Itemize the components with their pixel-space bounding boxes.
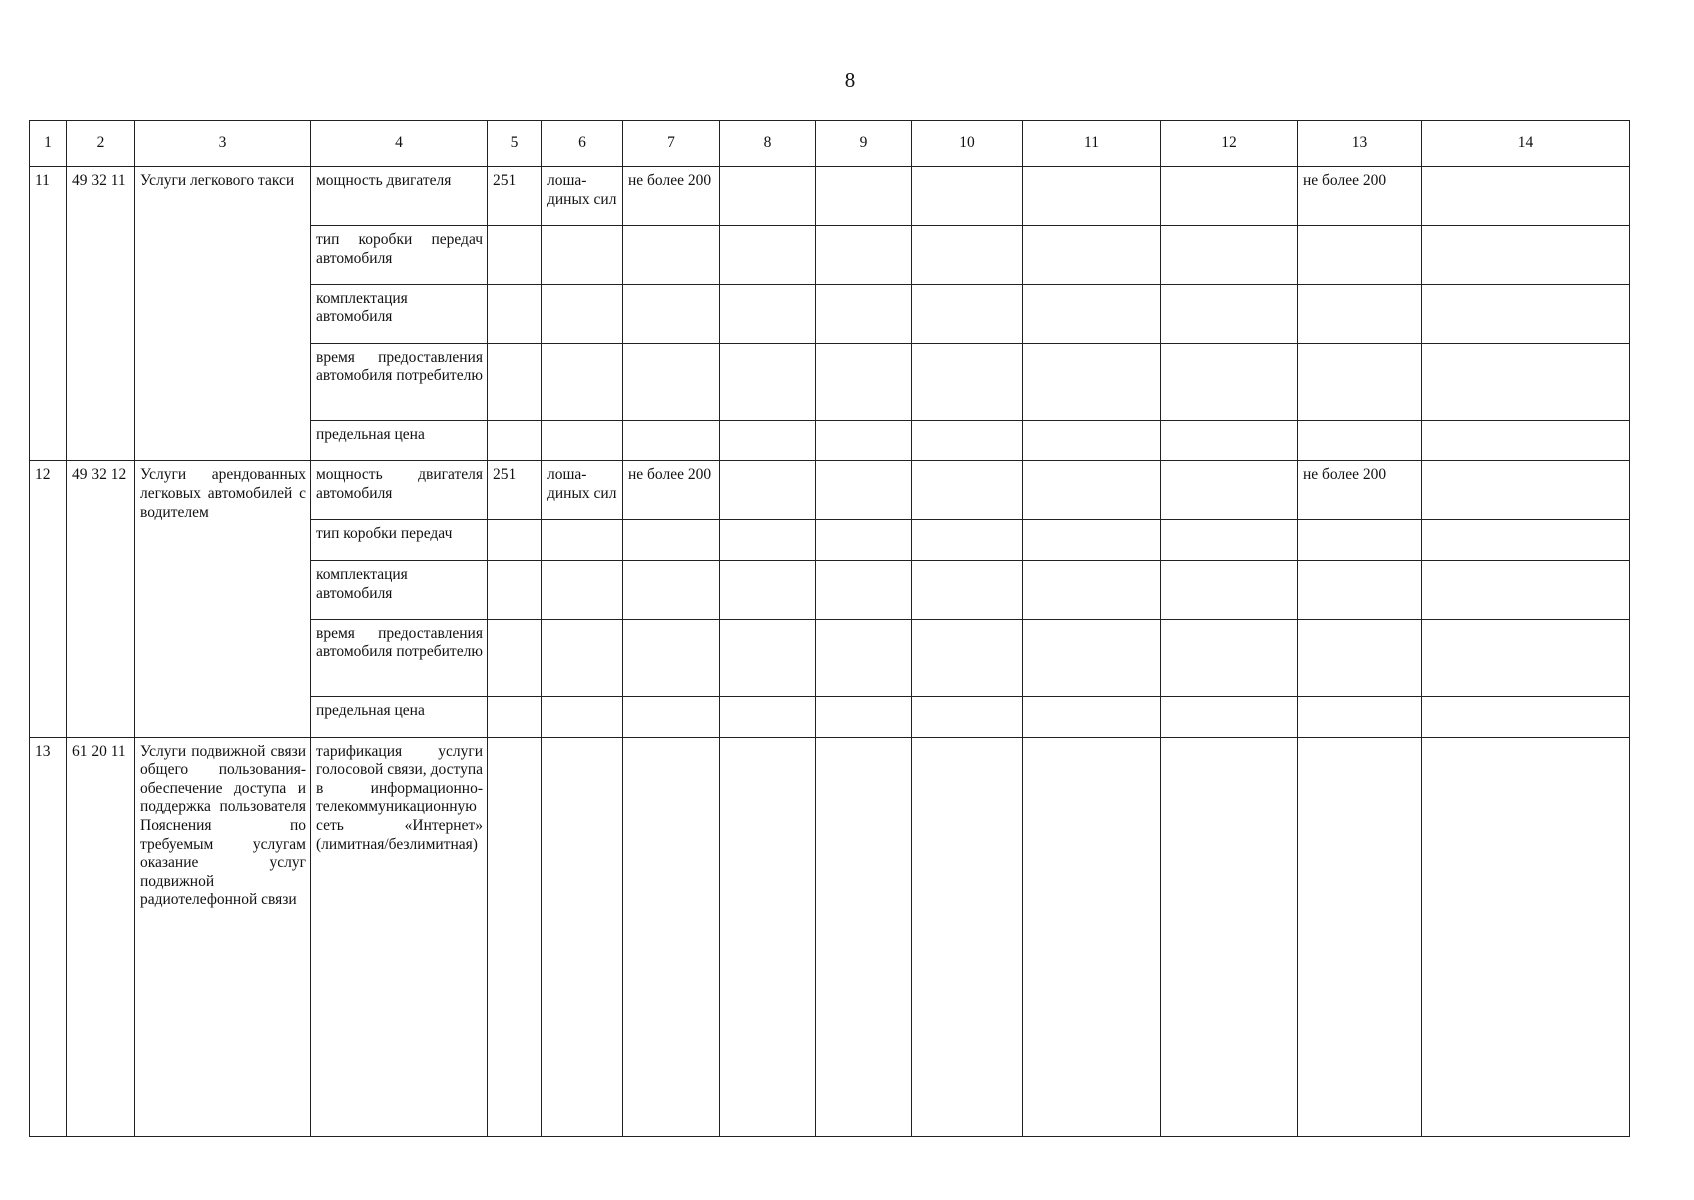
value-col12 — [1161, 420, 1298, 461]
unit-code — [488, 284, 542, 343]
unit-code — [488, 420, 542, 461]
value-col8 — [720, 420, 816, 461]
value-col9 — [816, 619, 912, 696]
value-col8 — [720, 520, 816, 561]
column-header-11: 11 — [1023, 121, 1161, 167]
value-col11 — [1023, 520, 1161, 561]
service-name: Услуги легкового такси — [135, 167, 311, 461]
value-col9 — [816, 560, 912, 619]
value-col14 — [1422, 167, 1630, 226]
value-col11 — [1023, 560, 1161, 619]
value-col14 — [1422, 520, 1630, 561]
value-col8 — [720, 619, 816, 696]
okpd-code: 49 32 11 — [67, 167, 135, 461]
value-col9 — [816, 284, 912, 343]
column-header-8: 8 — [720, 121, 816, 167]
value-col10 — [912, 167, 1023, 226]
okpd-code: 61 20 11 — [67, 737, 135, 1136]
value-col10 — [912, 225, 1023, 284]
unit-name — [542, 696, 623, 737]
table-row — [30, 737, 1630, 1136]
value-col11 — [1023, 619, 1161, 696]
unit-code — [488, 560, 542, 619]
column-header-6: 6 — [542, 121, 623, 167]
value-col7 — [623, 520, 720, 561]
unit-code — [488, 737, 542, 1136]
value-col14 — [1422, 420, 1630, 461]
service-name: Услуги подвижной связи общего пользования-обеспечение доступа и поддержка пользователя Пояснения по требуемым услугам оказание услуг подвижной радиотелефонной связи — [135, 737, 311, 1136]
value-col8 — [720, 696, 816, 737]
value-col12 — [1161, 696, 1298, 737]
value-col13 — [1298, 225, 1422, 284]
value-col14 — [1422, 737, 1630, 1136]
value-col9 — [816, 343, 912, 420]
characteristic: мощность двигателя — [311, 167, 488, 226]
column-header-14: 14 — [1422, 121, 1630, 167]
requirements-table — [29, 120, 1630, 1137]
value-col9 — [816, 225, 912, 284]
table-row — [30, 167, 1630, 226]
value-col7 — [623, 560, 720, 619]
unit-name — [542, 520, 623, 561]
value-col8 — [720, 737, 816, 1136]
characteristic: тип коробки передач автомобиля — [311, 225, 488, 284]
header-row — [30, 121, 1630, 167]
value-col10 — [912, 696, 1023, 737]
column-header-3: 3 — [135, 121, 311, 167]
value-col11 — [1023, 284, 1161, 343]
unit-code — [488, 225, 542, 284]
service-name: Услуги арендованных легковых автомобилей с водителем — [135, 461, 311, 737]
row-number: 13 — [30, 737, 67, 1136]
value-col12 — [1161, 284, 1298, 343]
unit-name — [542, 560, 623, 619]
unit-code — [488, 619, 542, 696]
value-col10 — [912, 461, 1023, 520]
column-header-1: 1 — [30, 121, 67, 167]
value-col7 — [623, 225, 720, 284]
value-col13 — [1298, 420, 1422, 461]
table-row — [30, 461, 1630, 520]
value-col14 — [1422, 284, 1630, 343]
value-col10 — [912, 520, 1023, 561]
unit-name — [542, 343, 623, 420]
value-col13 — [1298, 619, 1422, 696]
value-col13 — [1298, 560, 1422, 619]
value-col14 — [1422, 560, 1630, 619]
value-col10 — [912, 343, 1023, 420]
value-col14 — [1422, 225, 1630, 284]
value-col11 — [1023, 167, 1161, 226]
characteristic: предельная цена — [311, 420, 488, 461]
column-header-4: 4 — [311, 121, 488, 167]
row-number: 11 — [30, 167, 67, 461]
value-col7: не более 200 — [623, 167, 720, 226]
value-col11 — [1023, 461, 1161, 520]
value-col7 — [623, 343, 720, 420]
value-col12 — [1161, 225, 1298, 284]
characteristic: комплектация автомобиля — [311, 284, 488, 343]
value-col8 — [720, 461, 816, 520]
value-col12 — [1161, 167, 1298, 226]
okpd-code: 49 32 12 — [67, 461, 135, 737]
value-col13: не более 200 — [1298, 461, 1422, 520]
value-col9 — [816, 737, 912, 1136]
characteristic: время предоставления автомобиля потребителю — [311, 619, 488, 696]
characteristic: тип коробки передач — [311, 520, 488, 561]
value-col11 — [1023, 225, 1161, 284]
column-header-10: 10 — [912, 121, 1023, 167]
unit-name: лоша- диных сил — [542, 167, 623, 226]
value-col9 — [816, 520, 912, 561]
value-col14 — [1422, 696, 1630, 737]
value-col9 — [816, 420, 912, 461]
value-col12 — [1161, 520, 1298, 561]
value-col12 — [1161, 737, 1298, 1136]
value-col12 — [1161, 343, 1298, 420]
unit-name — [542, 284, 623, 343]
value-col8 — [720, 560, 816, 619]
value-col11 — [1023, 696, 1161, 737]
characteristic: предельная цена — [311, 696, 488, 737]
value-col7 — [623, 284, 720, 343]
value-col7 — [623, 619, 720, 696]
value-col11 — [1023, 343, 1161, 420]
value-col10 — [912, 284, 1023, 343]
characteristic: комплектация автомобиля — [311, 560, 488, 619]
value-col8 — [720, 167, 816, 226]
row-number: 12 — [30, 461, 67, 737]
value-col12 — [1161, 560, 1298, 619]
value-col7 — [623, 420, 720, 461]
unit-name: лоша- диных сил — [542, 461, 623, 520]
characteristic: время предоставления автомобиля потребителю — [311, 343, 488, 420]
characteristic: мощность двигателя автомобиля — [311, 461, 488, 520]
unit-code: 251 — [488, 167, 542, 226]
column-header-5: 5 — [488, 121, 542, 167]
value-col7 — [623, 737, 720, 1136]
unit-name — [542, 619, 623, 696]
unit-code: 251 — [488, 461, 542, 520]
value-col13: не более 200 — [1298, 167, 1422, 226]
value-col13 — [1298, 343, 1422, 420]
column-header-2: 2 — [67, 121, 135, 167]
value-col13 — [1298, 520, 1422, 561]
value-col14 — [1422, 619, 1630, 696]
column-header-13: 13 — [1298, 121, 1422, 167]
value-col11 — [1023, 737, 1161, 1136]
value-col9 — [816, 461, 912, 520]
value-col8 — [720, 225, 816, 284]
value-col7: не более 200 — [623, 461, 720, 520]
value-col8 — [720, 343, 816, 420]
unit-name — [542, 737, 623, 1136]
value-col10 — [912, 619, 1023, 696]
value-col8 — [720, 284, 816, 343]
unit-code — [488, 343, 542, 420]
value-col14 — [1422, 343, 1630, 420]
column-header-12: 12 — [1161, 121, 1298, 167]
value-col10 — [912, 420, 1023, 461]
unit-code — [488, 520, 542, 561]
value-col7 — [623, 696, 720, 737]
unit-name — [542, 225, 623, 284]
value-col13 — [1298, 737, 1422, 1136]
value-col9 — [816, 696, 912, 737]
value-col14 — [1422, 461, 1630, 520]
column-header-9: 9 — [816, 121, 912, 167]
characteristic: тарификация услуги голосовой связи, доступа в информационно-телекоммуникационную сеть «Интернет» (лимитная/безлимитная) — [311, 737, 488, 1136]
unit-code — [488, 696, 542, 737]
column-header-7: 7 — [623, 121, 720, 167]
value-col10 — [912, 737, 1023, 1136]
unit-name — [542, 420, 623, 461]
value-col13 — [1298, 284, 1422, 343]
value-col12 — [1161, 461, 1298, 520]
value-col12 — [1161, 619, 1298, 696]
value-col10 — [912, 560, 1023, 619]
value-col13 — [1298, 696, 1422, 737]
value-col11 — [1023, 420, 1161, 461]
value-col9 — [816, 167, 912, 226]
page-number: 8 — [844, 68, 856, 92]
